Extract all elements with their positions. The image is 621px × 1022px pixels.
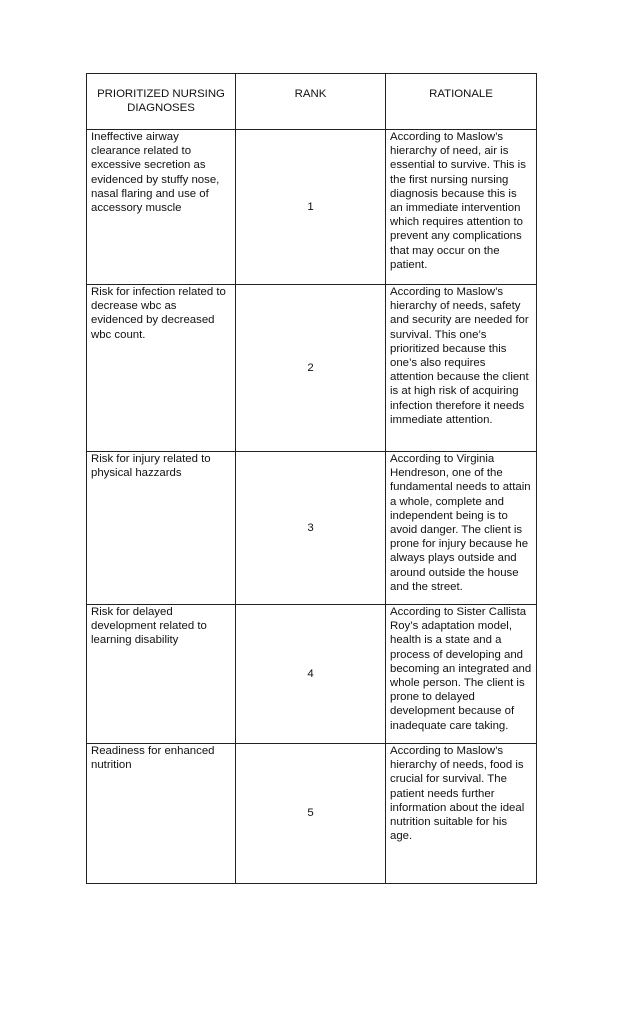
diagnosis-cell: Risk for delayed development related to learning disability xyxy=(87,605,236,744)
header-diagnoses: PRIORITIZED NURSING DIAGNOSES xyxy=(87,74,236,130)
rank-cell: 4 xyxy=(236,605,386,744)
diagnosis-cell: Readiness for enhanced nutrition xyxy=(87,744,236,884)
rank-cell: 3 xyxy=(236,452,386,605)
rank-cell: 1 xyxy=(236,130,386,285)
header-rationale: RATIONALE xyxy=(386,74,537,130)
rationale-cell: According to Virginia Hendreson, one of the fundamental needs to attain a whole, complete and independent being is to avoid danger. The client is prone for injury because he always plays outside and around outside the house and the street. xyxy=(386,452,537,605)
diagnosis-cell: Ineffective airway clearance related to excessive secretion as evidenced by stuffy nose, nasal flaring and use of accessory muscle xyxy=(87,130,236,285)
diagnosis-cell: Risk for injury related to physical hazzards xyxy=(87,452,236,605)
rationale-cell: According to Maslow’s hierarchy of need, air is essential to survive. This is the first nursing nursing diagnosis because this is an immediate intervention which requires attention to prevent any complications that may occur on the patient. xyxy=(386,130,537,285)
rank-cell: 2 xyxy=(236,285,386,452)
table-row xyxy=(87,605,537,744)
header-rank: RANK xyxy=(236,74,386,130)
table-row xyxy=(87,130,537,285)
table-header-row xyxy=(87,74,537,130)
nursing-diagnoses-table xyxy=(86,73,537,884)
rationale-cell: According to Maslow’s hierarchy of needs, food is crucial for survival. The patient needs further information about the ideal nutrition suitable for his age. xyxy=(386,744,537,884)
rank-cell: 5 xyxy=(236,744,386,884)
table-row xyxy=(87,285,537,452)
rationale-cell: According to Sister Callista Roy’s adaptation model, health is a state and a process of developing and becoming an integrated and whole person. The client is prone to delayed development because of inadequate care taking. xyxy=(386,605,537,744)
diagnosis-cell: Risk for infection related to decrease wbc as evidenced by decreased wbc count. xyxy=(87,285,236,452)
rationale-cell: According to Maslow’s hierarchy of needs, safety and security are needed for survival. This one’s prioritized because this one’s also requires attention because the client is at high risk of acquiring infection therefore it needs immediate attention. xyxy=(386,285,537,452)
table-row xyxy=(87,452,537,605)
table-row xyxy=(87,744,537,884)
